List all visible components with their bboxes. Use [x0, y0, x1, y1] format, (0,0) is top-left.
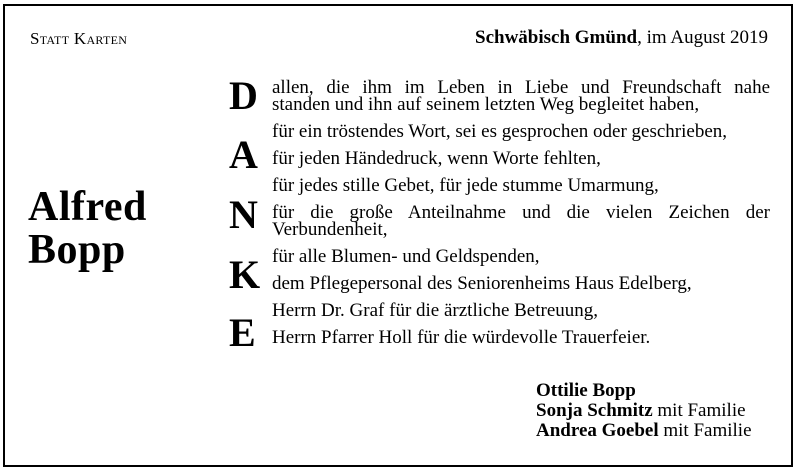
signature-name: Andrea Goebel [536, 420, 659, 441]
signature-suffix: mit Familie [658, 420, 752, 441]
thanks-line: Herrn Dr. Graf für die ärztliche Betreuung, [272, 300, 599, 321]
signature-line [536, 421, 752, 441]
danke-letter-e: E [229, 310, 256, 355]
thanks-line: Herrn Pfarrer Holl für die würdevolle Trauerfeier. [272, 327, 651, 348]
thanks-line: dem Pflegepersonal des Seniorenheims Haus Edelberg, [272, 273, 692, 294]
thanks-line: Verbundenheit, [272, 219, 388, 240]
last-name: Bopp [28, 227, 126, 273]
signature-name: Sonja Schmitz [536, 400, 653, 421]
danke-letter-k: K [229, 252, 261, 297]
statt-karten-label: Statt Karten [30, 29, 128, 48]
deceased-name [28, 186, 147, 272]
signatures [536, 381, 752, 441]
date-text: , im August 2019 [637, 27, 768, 48]
first-name: Alfred [28, 184, 147, 230]
thanks-line: allen, die ihm im Leben in Liebe und Freundschaft nahe [272, 77, 770, 98]
thanks-line: für jedes stille Gebet, für jede stumme Umarmung, [272, 175, 659, 196]
city-name: Schwäbisch Gmünd [475, 27, 638, 48]
signature-line [536, 381, 752, 401]
thanks-line: für ein tröstendes Wort, sei es gesprochen oder geschrieben, [272, 121, 728, 142]
thanks-line: für alle Blumen- und Geldspenden, [272, 246, 540, 267]
signature-name: Ottilie Bopp [536, 380, 636, 401]
signature-line [536, 401, 752, 421]
place-date [475, 27, 768, 49]
signature-suffix: mit Familie [652, 400, 746, 421]
thanks-line: standen und ihn auf seinem letzten Weg begleitet haben, [272, 94, 700, 115]
danke-letter-d: D [229, 73, 258, 118]
thanks-line: für die große Anteilnahme und die vielen Zeichen der [272, 202, 770, 223]
danke-letter-a: A [229, 132, 258, 177]
danke-letter-n: N [229, 192, 258, 237]
thanks-line: für jeden Händedruck, wenn Worte fehlten, [272, 148, 601, 169]
